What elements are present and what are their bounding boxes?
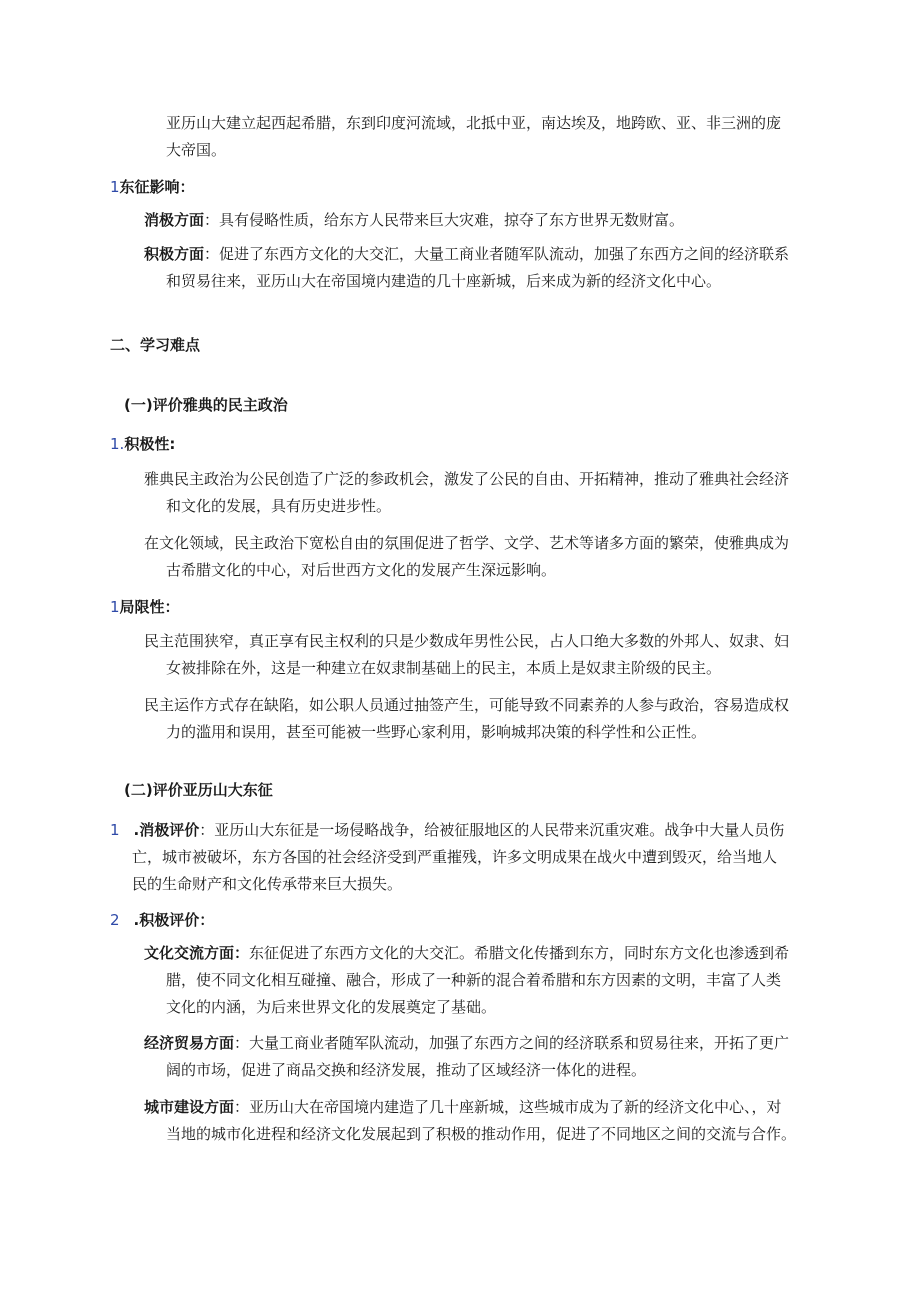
list-number: 1	[110, 821, 120, 839]
city-building-paragraph	[144, 1094, 796, 1148]
paragraph-line: 腊，使不同文化相互碰撞、融合，形成了一种新的混合着希腊和东方因素的文明，丰富了人类	[166, 971, 782, 989]
negative-aspect	[144, 210, 684, 230]
list-number: 1	[110, 598, 120, 616]
negative-evaluation	[110, 817, 784, 898]
athens-positive-paragraph-1	[144, 466, 789, 520]
paragraph-line: 雅典民主政治为公民创造了广泛的参政机会，激发了公民的自由、开拓精神，推动了雅典社会经济	[144, 470, 790, 488]
intro-line-2: 大帝国。	[166, 141, 227, 159]
paragraph-line: ：大量工商业者随军队流动，加强了东西方之间的经济联系和贸易往来，开拓了更广	[234, 1034, 790, 1052]
paragraph-line: 当地的城市化进程和经济文化发展起到了积极的推动作用，促进了不同地区之间的交流与合作。	[166, 1125, 797, 1143]
paragraph-line: 女被排除在外，这是一种建立在奴隶制基础上的民主，本质上是奴隶主阶级的民主。	[166, 659, 722, 677]
positive-line-1: ：促进了东西方文化的大交汇，大量工商业者随军队流动，加强了东西方之间的经济联系	[204, 245, 790, 263]
paragraph-line: 古希腊文化的中心，对后世西方文化的发展产生深远影响。	[166, 561, 557, 579]
heading-text: 东征影响：	[119, 178, 195, 196]
paragraph-line: 阔的市场，促进了商品交换和经济发展，推动了区域经济一体化的进程。	[166, 1061, 647, 1079]
negative-text: ：具有侵略性质，给东方人民带来巨大灾难，掠夺了东方世界无数财富。	[204, 211, 685, 229]
paragraph-line: 民主运作方式存在缺陷，如公职人员通过抽签产生，可能导致不同素养的人参与政治，容易造成权	[144, 696, 790, 714]
limitation-heading	[110, 597, 180, 617]
culture-exchange-paragraph	[144, 940, 789, 1021]
heading-text: 局限性：	[119, 598, 180, 616]
paragraph-line: 和文化的发展，具有历史进步性。	[166, 497, 392, 515]
negative-evaluation-label: .消极评价	[133, 821, 200, 839]
paragraph-line: 民主范围狭窄，真正享有民主权利的只是少数成年男性公民，占人口绝大多数的外邦人、奴隶、妇	[144, 632, 790, 650]
paragraph-line: 文化的内涵，为后来世界文化的发展奠定了基础。	[166, 998, 497, 1016]
paragraph-line: 力的滥用和误用，甚至可能被一些野心家利用，影响城邦决策的科学性和公正性。	[166, 723, 707, 741]
paragraph-line: 在文化领域，民主政治下宽松自由的氛围促进了哲学、文学、艺术等诸多方面的繁荣，使雅典成为	[144, 534, 790, 552]
positive-label: 积极方面	[144, 245, 205, 263]
athens-limitation-paragraph-1	[144, 628, 789, 682]
athens-positive-paragraph-2	[144, 530, 789, 584]
economy-trade-paragraph	[144, 1030, 789, 1084]
city-label: 城市建设方面	[144, 1098, 235, 1116]
economy-label: 经济贸易方面	[144, 1034, 235, 1052]
athens-limitation-paragraph-2	[144, 692, 789, 746]
heading-text: 积极性:	[124, 435, 176, 453]
conquest-impact-heading	[110, 177, 195, 197]
paragraph-line: 民的生命财产和文化传承带来巨大损失。	[132, 875, 403, 893]
positive-heading	[110, 434, 175, 454]
paragraph-line: 东征促进了东西方文化的大交汇。希腊文化传播到东方，同时东方文化也渗透到希	[249, 944, 790, 962]
intro-paragraph	[166, 110, 781, 164]
subsection-title-alexander: (二)评价亚历山大东征	[124, 781, 273, 799]
list-number: 1	[110, 178, 120, 196]
paragraph-line: ：亚历山大在帝国境内建造了几十座新城，这些城市成为了新的经济文化中心、，对	[234, 1098, 782, 1116]
heading-text: .积极评价：	[133, 911, 215, 929]
list-number: 2	[110, 911, 120, 929]
intro-line-1: 亚历山大建立起西起希腊，东到印度河流域，北抵中亚，南达埃及，地跨欧、亚、非三洲的庞	[166, 114, 782, 132]
paragraph-line: 亡，城市被破坏，东方各国的社会经济受到严重摧残，许多文明成果在战火中遭到毁灭，给当地人	[132, 848, 778, 866]
culture-label: 文化交流方面：	[144, 944, 250, 962]
list-number: 1.	[110, 435, 125, 453]
positive-line-2: 和贸易往来，亚历山大在帝国境内建造的几十座新城，后来成为新的经济文化中心。	[166, 272, 722, 290]
section-title: 二、学习难点	[110, 336, 201, 354]
subsection-title-athens: (一)评价雅典的民主政治	[124, 396, 288, 414]
positive-aspect	[144, 241, 789, 295]
negative-label: 消极方面	[144, 211, 205, 229]
paragraph-line: ：亚历山大东征是一场侵略战争，给被征服地区的人民带来沉重灾难。战争中大量人员伤	[199, 821, 785, 839]
positive-evaluation-heading	[110, 910, 214, 930]
